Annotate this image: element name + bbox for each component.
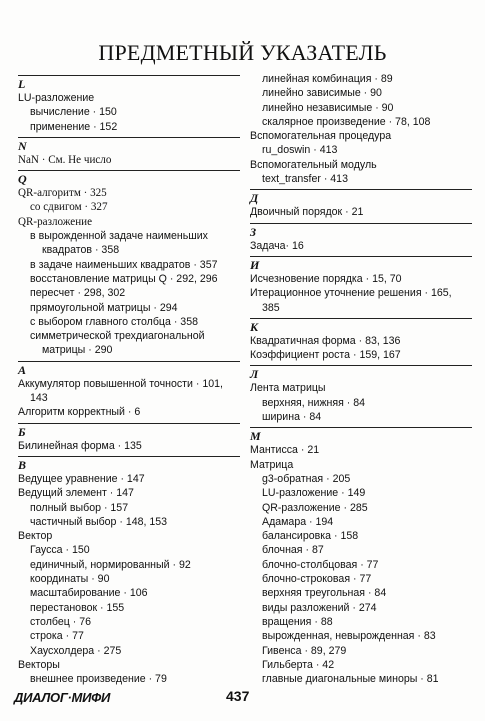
index-entry: Мантисса · 21 (250, 444, 320, 457)
index-subentry: главные диагональные миноры · 81 (262, 673, 439, 686)
index-entry: Двоичный порядок · 21 (250, 206, 364, 219)
index-subentry: блочно-столбцовая · 77 (262, 558, 379, 571)
index-entry: Коэффициент роста · 159, 167 (250, 349, 401, 362)
index-letter-heading: М (250, 427, 472, 443)
index-entry: Векторы (18, 658, 60, 671)
index-entry: Итерационное уточнение решения · 165, 385 (250, 287, 452, 314)
index-subentry: строка · 77 (30, 630, 84, 643)
index-subentry: с выбором главного столбца · 358 (30, 315, 198, 328)
index-subentry: скалярное произведение · 78, 108 (262, 115, 431, 128)
index-subentry: пересчет · 298, 302 (30, 287, 126, 300)
index-subentry: виды разложений · 274 (262, 601, 377, 614)
index-letter-heading: Q (18, 170, 240, 186)
index-subentry: text_transfer · 413 (262, 173, 348, 186)
index-entry: Матрица (250, 458, 294, 471)
index-subentry: Гильберта · 42 (262, 658, 335, 671)
index-entry: Вектор (18, 530, 53, 543)
index-entry: NaN · См. Не число (18, 153, 112, 166)
index-letter-heading: З (250, 223, 472, 239)
index-subentry: блочная · 87 (262, 544, 324, 557)
index-subentry: ru_doswin · 413 (262, 144, 338, 157)
index-letter-heading: N (18, 137, 240, 153)
index-subentry: со сдвигом · 327 (30, 201, 108, 214)
index-letter-heading: В (18, 456, 240, 472)
index-letter-heading: И (250, 256, 472, 272)
index-column-left (18, 72, 240, 686)
index-subentry: блочно-строковая · 77 (262, 573, 372, 586)
index-entry: QR-алгоритм · 325 (18, 187, 107, 200)
index-subentry: Адамара · 194 (262, 515, 334, 528)
index-subentry: координаты · 90 (30, 573, 110, 586)
index-entry: Лента матрицы (250, 382, 326, 395)
index-subentry: линейно независимые · 90 (262, 101, 394, 114)
index-subentry: восстановление матрицы Q · 292, 296 (30, 272, 218, 285)
index-subentry: в задаче наименьших квадратов · 357 (30, 258, 218, 271)
index-subentry: линейная комбинация · 89 (262, 73, 393, 85)
index-subentry: ширина · 84 (262, 411, 322, 424)
index-letter-heading: Б (18, 423, 240, 439)
index-entry: Ведущее уравнение · 147 (18, 472, 145, 485)
index-subentry: вычисление · 150 (30, 106, 117, 119)
index-subentry: верхняя треугольная · 84 (262, 587, 387, 600)
index-subentry: линейно зависимые · 90 (262, 87, 382, 100)
page-number: 437 (226, 688, 250, 704)
index-subentry: QR-разложение · 285 (262, 501, 368, 514)
index-letter-heading: Л (250, 365, 472, 381)
index-subentry: балансировка · 158 (262, 530, 359, 543)
index-subentry: LU-разложение · 149 (262, 487, 366, 500)
index-subentry: внешнее произведение · 79 (30, 673, 167, 686)
index-subentry: симметрической трехдиагональной матрицы · 290 (30, 330, 205, 357)
index-subentry: прямоугольной матрицы · 294 (30, 301, 178, 314)
index-subentry: масштабирование · 106 (30, 587, 148, 600)
index-entry: Аккумулятор повышенной точности · 101, 143 (18, 377, 223, 405)
index-subentry: в вырожденной задаче наименьших квадратов · 358 (30, 230, 208, 257)
index-entry: Алгоритм корректный · 6 (18, 406, 141, 419)
index-entry: Квадратичная форма · 83, 136 (250, 334, 401, 347)
index-entry: Билинейная форма · 135 (18, 439, 142, 452)
index-subentry: Гаусса · 150 (30, 544, 90, 557)
index-letter-heading: А (18, 361, 240, 377)
index-letter-heading: L (18, 75, 240, 91)
page-title: ПРЕДМЕТНЫЙ УКАЗАТЕЛЬ (98, 40, 387, 65)
index-subentry: Гивенса · 89, 279 (262, 644, 347, 657)
index-subentry: частичный выбор · 148, 153 (30, 515, 168, 528)
index-subentry: перестановок · 155 (30, 601, 125, 614)
index-letter-heading: К (250, 318, 472, 334)
publisher-logo: ДИАЛОГ·МИФИ (14, 690, 111, 705)
index-entry: Ведущий элемент · 147 (18, 487, 134, 500)
index-entry: Вспомогательный модуль (250, 158, 377, 171)
index-subentry: применение · 152 (30, 120, 118, 133)
index-subentry: единичный, нормированный · 92 (30, 558, 191, 571)
index-subentry: g3-обратная · 205 (262, 472, 351, 485)
index-entry: QR-разложение (18, 215, 93, 228)
index-column-right (250, 72, 472, 686)
index-entry: LU-разложение (18, 92, 95, 104)
index-subentry: верхняя, нижняя · 84 (262, 396, 366, 409)
index-subentry: Хаусхолдера · 275 (30, 644, 122, 657)
index-letter-heading: Д (250, 189, 472, 205)
index-subentry: вырожденная, невырожденная · 83 (262, 630, 436, 643)
index-entry: Задача· 16 (250, 239, 304, 252)
index-subentry: столбец · 76 (30, 615, 91, 628)
index-subentry: полный выбор · 157 (30, 501, 129, 514)
index-subentry: вращения · 88 (262, 615, 333, 628)
index-entry: Исчезновение порядка · 15, 70 (250, 272, 402, 285)
index-entry: Вспомогательная процедура (250, 130, 392, 143)
